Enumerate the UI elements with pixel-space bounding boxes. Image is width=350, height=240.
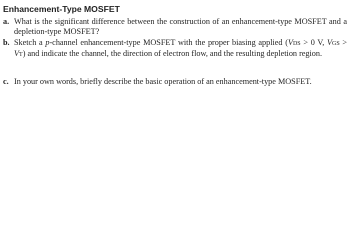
vds-symbol: V <box>287 37 293 47</box>
p-letter: p <box>45 37 50 47</box>
question-letter: b. <box>3 37 10 47</box>
vt-symbol: V <box>14 49 20 59</box>
question-c <box>3 77 347 87</box>
question-b <box>3 38 347 61</box>
question-text-end: ) and indicate the channel, the direction of electron flow, and the resulting depletion region. <box>22 49 323 59</box>
question-letter: c. <box>3 77 9 86</box>
section-title: Enhancement-Type MOSFET <box>3 4 120 14</box>
question-text <box>14 38 347 61</box>
vds-subscript: DS <box>292 40 301 47</box>
question-text: In your own words, briefly describe the basic operation of an enhancement-type MOSFET. <box>14 77 312 86</box>
vt-subscript: T <box>19 52 23 59</box>
question-letter: a. <box>3 17 10 26</box>
vgs-condition: > <box>339 37 348 47</box>
question-text-intro: Sketch a <box>14 37 46 47</box>
vgs-symbol: V <box>326 37 332 47</box>
question-a <box>3 17 347 36</box>
question-text-rest: -channel enhancement-type MOSFET with the proper biasing applied ( <box>49 37 288 47</box>
vgs-subscript: GS <box>332 40 340 47</box>
question-text: What is the significant difference between the construction of an enhancement-type MOSFET and a depletion-type MOSFET? <box>14 17 347 36</box>
vds-condition: > 0 V, <box>300 37 327 47</box>
document-page <box>0 0 350 93</box>
